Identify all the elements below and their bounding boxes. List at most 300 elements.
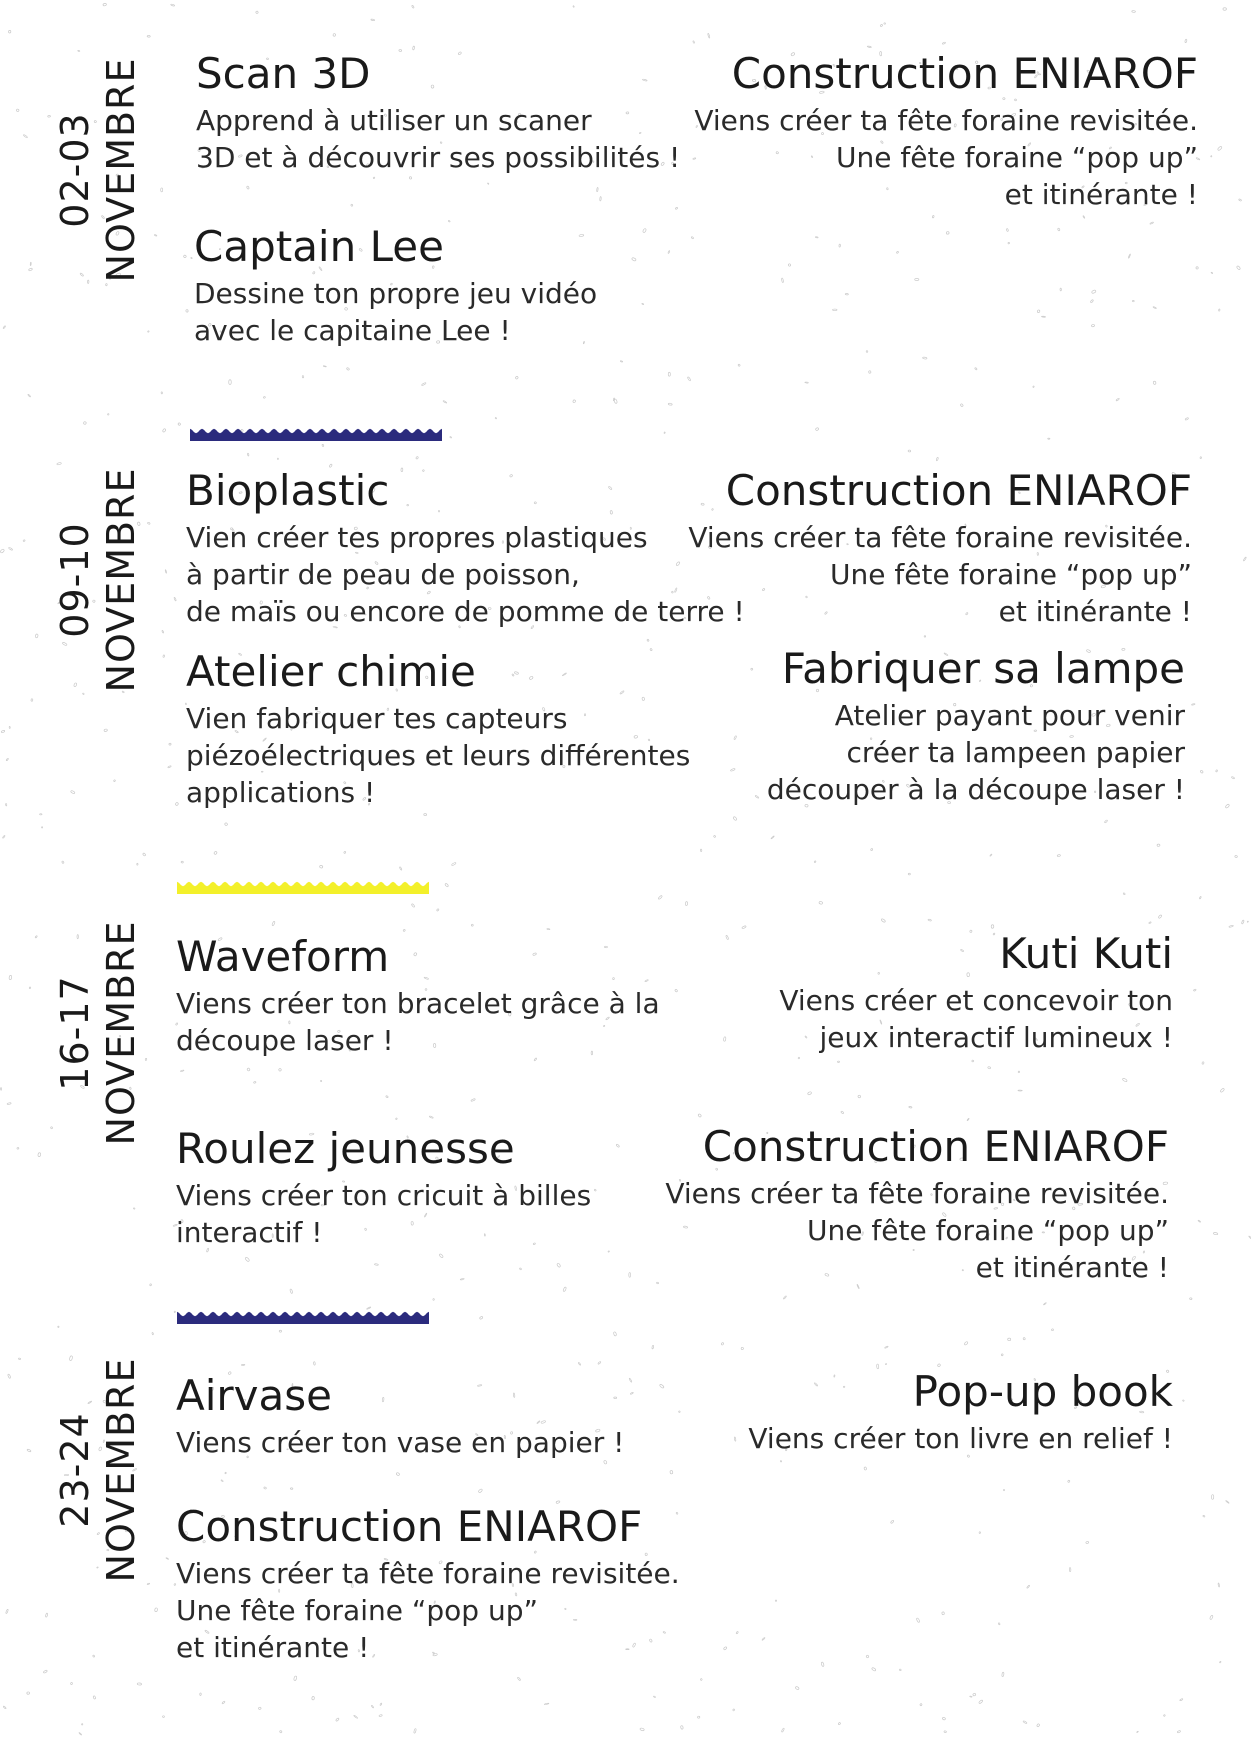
speckle-mark <box>1236 266 1240 271</box>
speckle-mark <box>1018 1071 1020 1073</box>
speckle-mark <box>1235 855 1238 857</box>
speckle-mark <box>350 204 353 207</box>
speckle-mark <box>1086 1541 1089 1543</box>
speckle-mark <box>798 1057 800 1059</box>
speckle-mark <box>1058 228 1061 231</box>
speckle-mark <box>1211 155 1213 157</box>
speckle-mark <box>557 1263 561 1268</box>
speckle-mark <box>781 1728 784 1732</box>
speckle-mark <box>788 263 791 266</box>
speckle-mark <box>409 177 412 180</box>
speckle-mark <box>885 1363 887 1364</box>
speckle-mark <box>1213 1232 1218 1235</box>
speckle-mark <box>152 1332 154 1335</box>
speckle-mark <box>23 540 25 542</box>
speckle-mark <box>421 382 426 386</box>
speckle-mark <box>1051 1329 1053 1331</box>
event-title: Kuti Kuti <box>999 929 1173 978</box>
speckle-mark <box>975 367 978 370</box>
date-range: 16-17 <box>53 975 97 1091</box>
event-waveform <box>176 933 660 1059</box>
speckle-mark <box>247 453 249 456</box>
speckle-mark <box>279 1730 282 1733</box>
speckle-mark <box>214 851 218 855</box>
speckle-mark <box>775 1600 777 1602</box>
speckle-mark <box>396 1472 400 1476</box>
speckle-mark <box>424 814 427 816</box>
speckle-mark <box>495 417 497 419</box>
event-description: Viens créer ta fête foraine revisitée. Une fête foraine “pop up” et itinérante ! <box>694 104 1198 211</box>
speckle-mark <box>678 1411 680 1413</box>
speckle-mark <box>734 736 737 740</box>
event-atelier-chimie <box>186 648 690 811</box>
speckle-mark <box>8 547 12 551</box>
speckle-mark <box>736 1631 739 1634</box>
speckle-mark <box>547 928 550 929</box>
event-captain-lee <box>194 223 597 349</box>
speckle-mark <box>687 377 691 382</box>
speckle-mark <box>92 1655 94 1658</box>
speckle-mark <box>978 1700 983 1704</box>
speckle-mark <box>670 1470 673 1474</box>
speckle-mark <box>3 1706 6 1709</box>
speckle-mark <box>629 1378 632 1382</box>
speckle-mark <box>726 935 729 940</box>
speckle-mark <box>884 23 886 25</box>
event-construction-eniarof <box>694 50 1198 213</box>
speckle-mark <box>171 4 175 6</box>
speckle-mark <box>868 371 871 374</box>
speckle-mark <box>403 929 406 932</box>
date-month: NOVEMBRE <box>99 467 143 693</box>
speckle-mark <box>988 1066 991 1069</box>
speckle-mark <box>1193 989 1196 991</box>
speckle-mark <box>333 33 336 36</box>
speckle-mark <box>795 1686 799 1690</box>
speckle-mark <box>839 244 841 247</box>
speckle-mark <box>1185 417 1189 420</box>
speckle-mark <box>700 1678 702 1680</box>
speckle-mark <box>1048 438 1050 439</box>
event-description: Viens créer ta fête foraine revisitée. Une fête foraine “pop up” et itinérante ! <box>688 521 1192 628</box>
event-description: Viens créer ton bracelet grâce à la découpe laser ! <box>176 987 660 1057</box>
speckle-mark <box>544 1703 549 1705</box>
speckle-mark <box>680 1725 683 1729</box>
speckle-mark <box>18 1358 20 1360</box>
event-description: Viens créer et concevoir ton jeux interactif lumineux ! <box>779 984 1173 1054</box>
speckle-mark <box>807 1091 812 1095</box>
speckle-mark <box>1185 39 1187 43</box>
speckle-mark <box>373 177 375 179</box>
speckle-mark <box>163 655 165 658</box>
speckle-mark <box>1008 1338 1011 1341</box>
speckle-mark <box>658 895 663 899</box>
speckle-mark <box>723 1646 727 1650</box>
speckle-mark <box>35 935 38 938</box>
speckle-mark <box>653 1696 655 1698</box>
speckle-mark <box>642 228 646 233</box>
speckle-mark <box>1229 925 1234 927</box>
speckle-mark <box>629 1273 631 1278</box>
speckle-mark <box>734 1437 736 1441</box>
speckle-mark <box>169 743 171 745</box>
speckle-mark <box>142 853 146 856</box>
speckle-mark <box>225 1472 227 1474</box>
speckle-mark <box>150 1284 152 1286</box>
speckle-mark <box>932 215 934 218</box>
speckle-mark <box>263 396 265 398</box>
speckle-mark <box>1149 922 1152 924</box>
speckle-mark <box>990 854 992 857</box>
speckle-mark <box>9 975 12 980</box>
speckle-mark <box>23 134 28 138</box>
speckle-mark <box>445 883 449 887</box>
speckle-mark <box>616 1144 620 1148</box>
event-construction-eniarof <box>176 1503 680 1666</box>
speckle-mark <box>640 1728 645 1731</box>
event-description: Viens créer ton vase en papier ! <box>176 1426 625 1459</box>
speckle-mark <box>108 414 110 416</box>
speckle-mark <box>137 863 138 865</box>
speckle-mark <box>439 1253 444 1258</box>
speckle-mark <box>998 1623 1000 1625</box>
speckle-mark <box>1036 1723 1039 1727</box>
event-title: Construction ENIAROF <box>731 49 1198 98</box>
event-title: Construction ENIAROF <box>725 466 1192 515</box>
speckle-mark <box>1225 804 1230 809</box>
speckle-mark <box>1239 199 1242 202</box>
speckle-mark <box>1200 457 1202 459</box>
speckle-mark <box>1150 222 1154 225</box>
speckle-mark <box>1132 300 1134 302</box>
wave-divider-navy <box>190 425 442 441</box>
speckle-mark <box>1137 1731 1139 1733</box>
event-title: Fabriquer sa lampe <box>781 644 1185 693</box>
speckle-mark <box>656 1282 658 1284</box>
speckle-mark <box>708 33 711 38</box>
speckle-mark <box>833 309 837 311</box>
speckle-mark <box>1023 1337 1026 1340</box>
speckle-mark <box>272 921 276 926</box>
speckle-mark <box>652 1345 654 1349</box>
speckle-mark <box>733 816 738 821</box>
speckle-mark <box>515 376 518 379</box>
speckle-mark <box>916 1618 920 1623</box>
speckle-mark <box>174 597 177 601</box>
speckle-mark <box>838 1722 841 1725</box>
speckle-mark <box>221 1480 224 1482</box>
speckle-mark <box>278 1068 281 1071</box>
speckle-mark <box>1211 1495 1213 1500</box>
speckle-mark <box>241 1364 245 1365</box>
speckle-mark <box>1241 920 1244 924</box>
speckle-mark <box>723 1037 726 1042</box>
speckle-mark <box>38 1153 41 1157</box>
speckle-mark <box>738 364 741 367</box>
speckle-mark <box>380 1703 382 1706</box>
speckle-mark <box>819 901 823 904</box>
speckle-mark <box>837 1061 839 1062</box>
speckle-mark <box>659 1384 664 1389</box>
speckle-mark <box>323 366 326 368</box>
event-bioplastic <box>186 467 745 630</box>
event-construction-eniarof <box>688 467 1192 630</box>
speckle-mark <box>594 1189 596 1191</box>
speckle-mark <box>478 1489 483 1494</box>
speckle-mark <box>668 372 670 376</box>
speckle-mark <box>693 41 695 44</box>
speckle-mark <box>814 861 816 863</box>
speckle-mark <box>222 1701 225 1704</box>
date-range: 09-10 <box>53 522 97 638</box>
event-title: Construction ENIAROF <box>176 1502 643 1551</box>
speckle-mark <box>3 326 6 329</box>
speckle-mark <box>614 399 618 404</box>
speckle-mark <box>40 814 42 815</box>
speckle-mark <box>163 1716 165 1718</box>
speckle-mark <box>922 357 927 359</box>
date-range: 02-03 <box>53 112 97 228</box>
speckle-mark <box>991 925 994 929</box>
event-description: Vien créer tes propres plastiques à partir de peau de poisson, de maïs ou encore de pomme de terre ! <box>186 521 745 628</box>
speckle-mark <box>815 427 819 430</box>
speckle-mark <box>279 1330 282 1332</box>
speckle-mark <box>664 432 666 434</box>
speckle-mark <box>620 361 623 363</box>
speckle-mark <box>1219 309 1220 311</box>
speckle-mark <box>346 367 349 370</box>
speckle-mark <box>1180 1698 1183 1701</box>
speckle-mark <box>964 1341 968 1345</box>
speckle-mark <box>1177 1730 1181 1733</box>
speckle-mark <box>762 1637 765 1640</box>
speckle-mark <box>675 207 678 209</box>
speckle-mark <box>30 262 31 265</box>
speckle-mark <box>224 822 228 826</box>
speckle-mark <box>1226 1500 1230 1503</box>
speckle-mark <box>1220 1088 1225 1093</box>
speckle-mark <box>148 331 150 333</box>
speckle-mark <box>448 220 450 222</box>
speckle-mark <box>186 310 189 313</box>
speckle-mark <box>411 5 414 8</box>
speckle-mark <box>1037 310 1040 313</box>
speckle-mark <box>1203 1515 1205 1517</box>
speckle-mark <box>1128 254 1131 259</box>
speckle-mark <box>1153 381 1156 385</box>
speckle-mark <box>1163 1715 1165 1717</box>
speckle-mark <box>9 30 11 33</box>
event-title: Waveform <box>176 932 390 981</box>
speckle-mark <box>451 862 456 866</box>
speckle-mark <box>103 3 107 6</box>
event-title: Airvase <box>176 1371 332 1420</box>
speckle-mark <box>180 1070 184 1072</box>
date-label-week-3 <box>52 908 152 1158</box>
speckle-mark <box>200 1693 202 1696</box>
speckle-mark <box>845 293 848 295</box>
speckle-mark <box>229 380 232 385</box>
speckle-mark <box>675 989 678 992</box>
speckle-mark <box>174 1311 176 1313</box>
speckle-mark <box>942 42 946 45</box>
speckle-mark <box>374 1264 378 1266</box>
speckle-mark <box>1069 1568 1071 1572</box>
date-label-week-1 <box>52 45 152 295</box>
speckle-mark <box>841 1111 844 1114</box>
speckle-mark <box>1057 854 1061 856</box>
speckle-mark <box>1219 1661 1221 1663</box>
speckle-mark <box>668 250 670 253</box>
speckle-mark <box>28 268 32 271</box>
speckle-mark <box>928 919 932 921</box>
date-month: NOVEMBRE <box>99 920 143 1146</box>
speckle-mark <box>168 766 172 769</box>
speckle-mark <box>371 1705 374 1708</box>
speckle-mark <box>137 1683 141 1685</box>
speckle-mark <box>487 183 489 185</box>
speckle-mark <box>1060 288 1061 291</box>
speckle-mark <box>783 1296 787 1300</box>
event-scan-3d <box>196 50 680 176</box>
speckle-mark <box>946 232 949 235</box>
speckle-mark <box>751 668 753 670</box>
speckle-mark <box>42 827 43 828</box>
speckle-mark <box>0 549 5 554</box>
speckle-mark <box>166 1557 169 1559</box>
speckle-mark <box>45 1613 48 1617</box>
speckle-mark <box>1211 272 1213 274</box>
speckle-mark <box>181 861 184 863</box>
speckle-mark <box>277 458 278 459</box>
speckle-mark <box>880 24 883 27</box>
speckle-mark <box>1199 896 1201 899</box>
speckle-mark <box>920 1703 923 1706</box>
speckle-mark <box>81 1723 83 1725</box>
speckle-mark <box>1182 1400 1184 1402</box>
speckle-mark <box>264 1487 267 1490</box>
speckle-mark <box>1243 557 1246 561</box>
speckle-mark <box>1132 11 1136 13</box>
speckle-mark <box>460 1278 464 1280</box>
event-title: Pop-up book <box>912 1367 1173 1416</box>
speckle-mark <box>1 730 5 733</box>
speckle-mark <box>899 1669 901 1671</box>
speckle-mark <box>713 835 715 837</box>
speckle-mark <box>741 1347 744 1350</box>
speckle-mark <box>573 6 575 8</box>
wave-divider-navy <box>177 1308 429 1324</box>
speckle-mark <box>867 46 871 48</box>
speckle-mark <box>255 11 258 14</box>
speckle-mark <box>1023 1721 1027 1724</box>
speckle-mark <box>312 1696 315 1700</box>
speckle-mark <box>433 1298 435 1300</box>
event-description: Viens créer ton cricuit à billes interactif ! <box>176 1179 592 1249</box>
speckle-mark <box>1198 1220 1201 1222</box>
speckle-mark <box>908 450 911 452</box>
speckle-mark <box>147 35 150 37</box>
speckle-mark <box>1033 386 1035 388</box>
speckle-mark <box>885 1346 889 1349</box>
speckle-mark <box>871 1667 876 1671</box>
speckle-mark <box>755 795 759 798</box>
speckle-mark <box>700 849 702 852</box>
speckle-mark <box>43 1670 47 1674</box>
speckle-mark <box>29 987 31 989</box>
speckle-mark <box>35 634 38 638</box>
speckle-mark <box>479 1316 483 1320</box>
speckle-mark <box>908 873 910 875</box>
speckle-mark <box>83 421 86 424</box>
speckle-mark <box>344 851 346 854</box>
speckle-mark <box>293 1676 297 1681</box>
speckle-mark <box>313 1362 315 1366</box>
speckle-mark <box>597 187 599 191</box>
speckle-mark <box>155 1608 158 1612</box>
speckle-mark <box>395 1118 397 1120</box>
speckle-mark <box>866 350 868 352</box>
event-airvase <box>176 1372 624 1461</box>
speckle-mark <box>165 570 167 574</box>
speckle-mark <box>915 278 919 280</box>
speckle-mark <box>411 903 415 907</box>
speckle-mark <box>1247 921 1248 922</box>
speckle-mark <box>1217 146 1222 151</box>
speckle-mark <box>104 729 108 732</box>
speckle-mark <box>191 257 193 259</box>
speckle-mark <box>443 400 447 403</box>
speckle-mark <box>27 1449 31 1452</box>
speckle-mark <box>519 1268 521 1270</box>
speckle-mark <box>1200 770 1204 774</box>
speckle-mark <box>685 902 687 906</box>
speckle-mark <box>1210 1615 1214 1620</box>
speckle-mark <box>942 1612 945 1615</box>
speckle-mark <box>175 802 179 806</box>
speckle-mark <box>967 1118 969 1121</box>
event-title: Bioplastic <box>186 466 390 515</box>
speckle-mark <box>1191 703 1195 705</box>
speckle-mark <box>48 115 51 117</box>
date-label-week-4 <box>52 1345 152 1595</box>
speckle-mark <box>113 780 115 782</box>
speckle-mark <box>335 1718 339 1722</box>
speckle-mark <box>436 908 439 911</box>
speckle-mark <box>386 1095 389 1097</box>
speckle-mark <box>771 836 775 839</box>
speckle-mark <box>471 1098 476 1101</box>
speckle-mark <box>1001 1354 1003 1356</box>
speckle-mark <box>70 790 75 794</box>
speckle-mark <box>9 726 10 728</box>
speckle-mark <box>979 1532 981 1534</box>
speckle-mark <box>62 861 65 864</box>
speckle-mark <box>630 1392 633 1395</box>
speckle-mark <box>608 1251 610 1253</box>
speckle-mark <box>302 375 304 377</box>
speckle-mark <box>864 1467 867 1470</box>
speckle-mark <box>178 423 181 426</box>
event-pop-up-book <box>748 1368 1173 1457</box>
speckle-mark <box>1153 306 1157 308</box>
speckle-mark <box>450 436 452 438</box>
speckle-mark <box>1041 316 1045 317</box>
speckle-mark <box>781 278 783 283</box>
speckle-mark <box>161 188 163 192</box>
speckle-mark <box>1003 1489 1004 1491</box>
speckle-mark <box>1083 216 1085 219</box>
